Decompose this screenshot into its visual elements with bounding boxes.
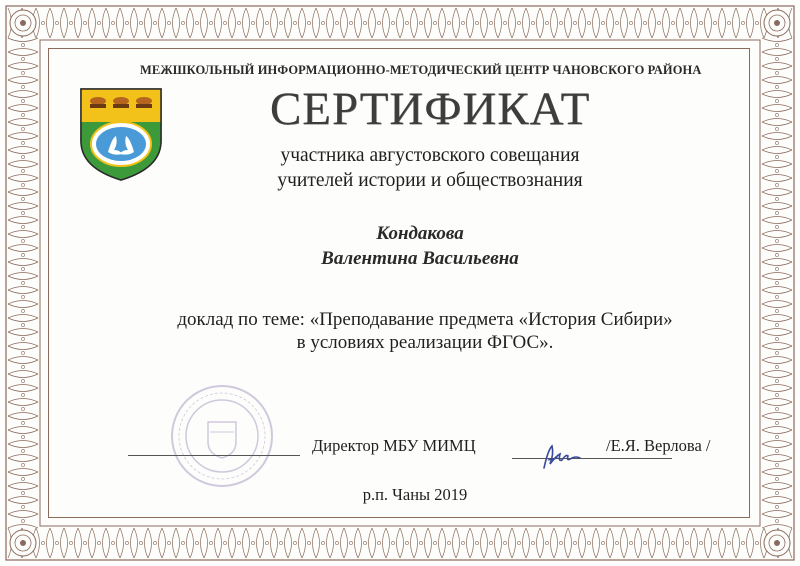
coat-of-arms-swans-icon <box>78 86 164 182</box>
signatory-role: Директор МБУ МИМЦ <box>312 436 476 455</box>
round-seal-icon <box>168 382 276 490</box>
signature-line-left <box>128 455 300 456</box>
subtitle-line-1: участника августовского совещания <box>280 145 580 166</box>
signature-line-right <box>512 458 672 459</box>
report-topic-line-1: доклад по теме: «Преподавание предмета «История Сибири» <box>177 309 673 330</box>
handwritten-signature-icon <box>538 440 584 474</box>
signatory-name: /Е.Я. Верлова / <box>606 436 711 455</box>
recipient-given-names: Валентина Васильевна <box>321 248 519 269</box>
recipient-surname: Кондакова <box>376 223 464 244</box>
organization-name: МЕЖШКОЛЬНЫЙ ИНФОРМАЦИОННО-МЕТОДИЧЕСКИЙ ЦЕНТР ЧАНОВСКОГО РАЙОНА <box>140 63 702 77</box>
place-and-year: р.п. Чаны 2019 <box>362 485 468 504</box>
certificate-title: СЕРТИФИКАТ <box>269 83 591 135</box>
report-topic-line-2: в условиях реализации ФГОС». <box>296 332 554 353</box>
subtitle-line-2: учителей истории и обществознания <box>277 170 583 191</box>
